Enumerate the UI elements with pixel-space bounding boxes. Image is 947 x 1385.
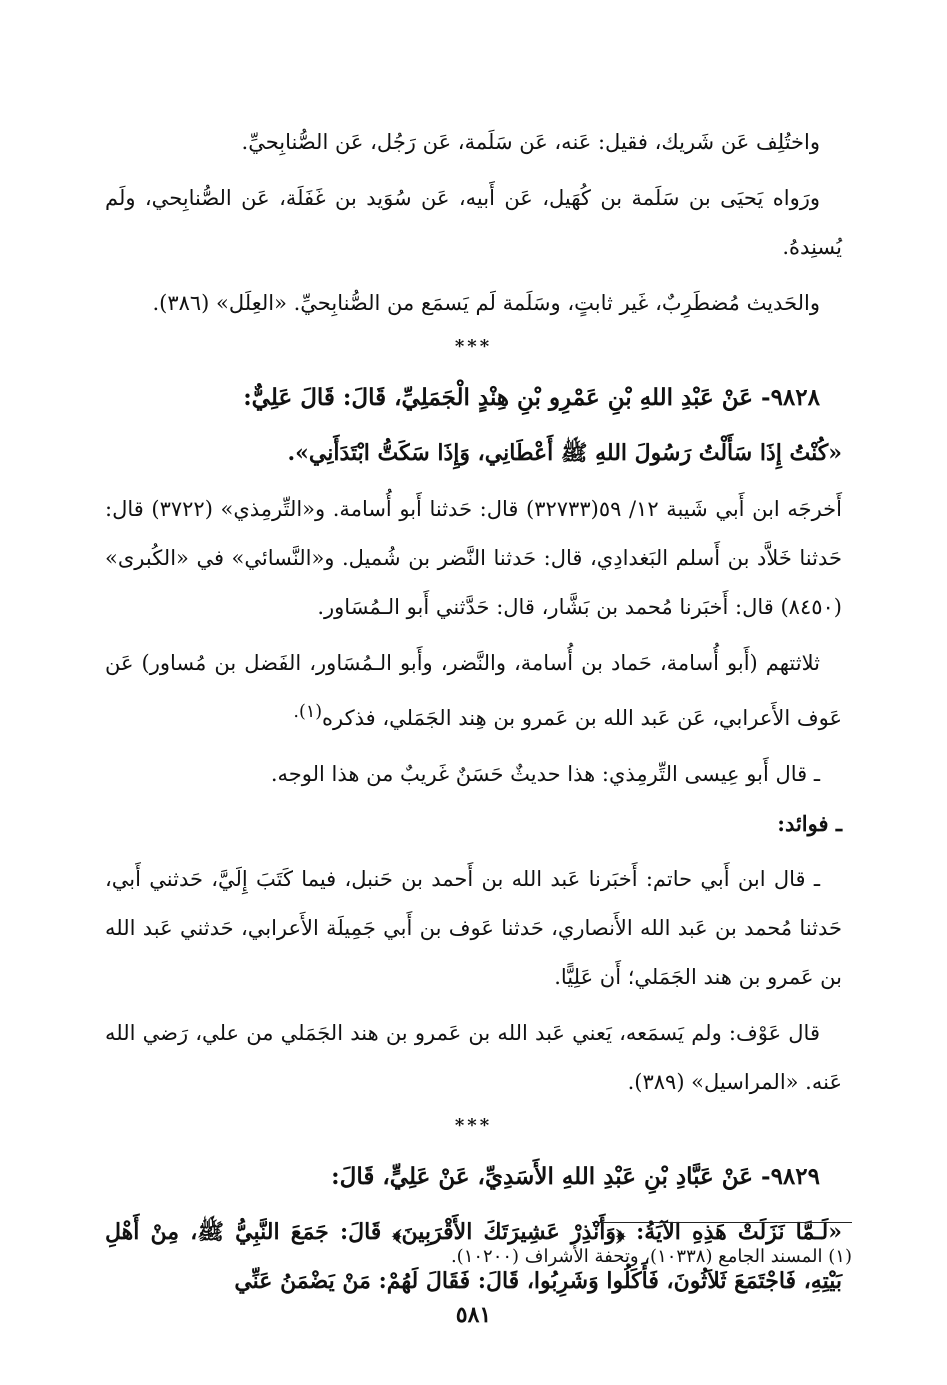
- page-number: ٥٨١: [455, 1302, 492, 1328]
- fawaid-heading: ـ فوائد:: [777, 811, 842, 836]
- hadith-9828-heading: ٩٨٢٨- عَنْ عَبْدِ اللهِ بْنِ عَمْرِو بْنِ هِنْدٍ الْجَمَلِيِّ، قَالَ: قَالَ عَلِيٌّ:: [243, 384, 820, 411]
- takhrij-paragraph: [105, 639, 842, 743]
- main-text: [105, 118, 842, 1313]
- footnote-divider: [592, 1222, 852, 1223]
- paragraph: ورَواه يَحيَى بن سَلَمة بن كُهَيل، عَن أَبيه، عَن سُوَيد بن غَفَلَة، عَن الصُّنابِحي، ولَم يُسنِدهُ.: [105, 186, 842, 259]
- hadith-9829-text: «لَـمَّا نَزَلَتْ هَذِهِ الآيَةُ: ﴿وَأَنْذِرْ عَشِيرَتَكَ الأَقْرَبِينَ﴾ قَالَ: جَمَعَ النَّبِيُّ ﷺ، مِنْ أَهْلِ بَيْتِهِ، فَاجْتَمَعَ ثَلاَثُونَ، فَأَكَلُوا وَشَرِبُوا، قَالَ: فَقَالَ لَهُمْ: مَنْ يَضْمَنُ عَنِّي: [105, 1219, 842, 1294]
- takhrij-paragraph: أَخرجَه ابن أَبي شَيبة ١٢/ ٥٩(٣٢٧٣٣) قال: حَدثنا أَبو أُسامة. و«التِّرمِذي» (٣٧٢٢) قال: حَدثنا خَلاَّد بن أَسلم البَغدادِي، قال: حَدثنا النَّضر بن شُميل. و«النَّسائي» في «الكُبرى» (٨٤٥٠) قال: أَخبَرنا مُحمد بن بَشَّار، قال: حَدَّثني أَبو الـمُسَاور.: [105, 497, 842, 619]
- fawaid-paragraph: قال عَوْف: ولم يَسمَعه، يَعني عَبد الله بن عَمرو بن هند الجَمَلي من علي، رَضي الله عَنه. «المراسيل» (٣٨٩).: [105, 1021, 842, 1094]
- section-separator: ***: [454, 1115, 493, 1136]
- paragraph: والحَديث مُضطَرِبٌ، غَير ثابتٍ، وسَلَمة لَم يَسمَع من الصُّنابِحيِّ. «العِلَل» (٣٨٦).: [152, 291, 820, 315]
- section-separator: ***: [454, 336, 493, 357]
- takhrij-text: ثلاثتهم (أَبو أُسامة، حَماد بن أُسامة، والنَّضر، وأَبو الـمُسَاور، الفَضل بن مُساور) عَن عَوف الأَعرابي، عَن عَبد الله بن عَمرو بن هِند الجَمَلي، فذكره: [105, 651, 842, 730]
- hadith-9828-text: «كُنْتُ إِذَا سَأَلْتُ رَسُولَ اللهِ ﷺ أَعْطَانِي، وَإِذَا سَكَتُّ ابْتَدَأَنِي».: [287, 440, 842, 466]
- footnote: (١) المسند الجامع (١٠٣٣٨)، وتحفة الأشراف (١٠٢٠٠).: [450, 1246, 852, 1267]
- hadith-9829-heading: ٩٨٢٩- عَنْ عَبَّادِ بْنِ عَبْدِ اللهِ الأَسَدِيِّ، عَنْ عَلِيٍّ، قَالَ:: [331, 1163, 820, 1190]
- paragraph: واختُلِف عَن شَريك، فقيل: عَنه، عَن سَلَمة، عَن رَجُل، عَن الصُّنابِحيِّ.: [241, 130, 820, 154]
- tirmidhi-comment: ـ قال أَبو عِيسى التِّرمِذي: هذا حديثٌ حَسَنٌ غَريبٌ من هذا الوجه.: [270, 762, 820, 786]
- footnote-marker: (١).: [293, 702, 323, 722]
- fawaid-paragraph: ـ قال ابن أَبي حاتم: أَخبَرنا عَبد الله بن أَحمد بن حَنبل، فيما كَتَبَ إِلَيَّ، حَدثني أَبي، حَدثنا مُحمد بن عَبد الله الأَنصاري، حَدثنا عَوف بن أَبي جَمِيلَة الأَعرابي، حَدثني عَبد الله بن عَمرو بن هند الجَمَلي؛ أَن عَلِيًّا.: [105, 867, 842, 989]
